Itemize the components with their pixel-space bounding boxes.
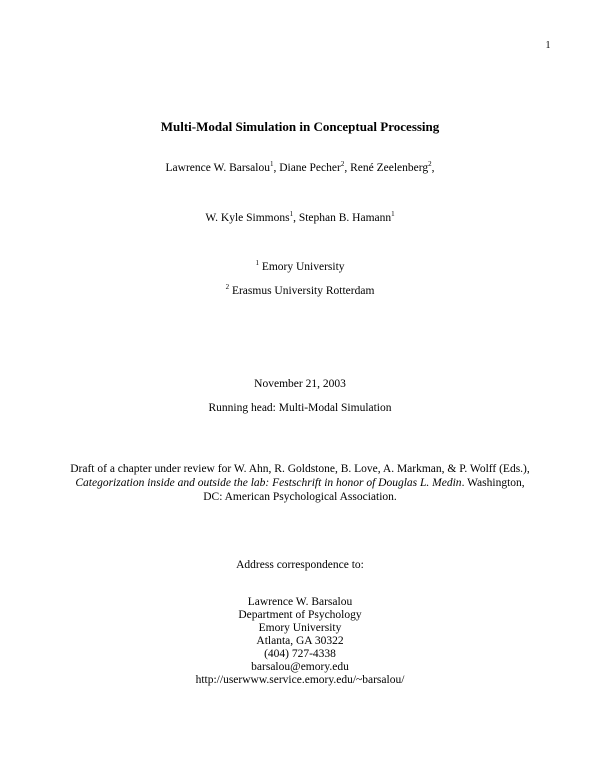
running-head: Running head: Multi-Modal Simulation	[208, 402, 392, 414]
website-link[interactable]: http://userwww.service.emory.edu/~barsalou/	[195, 674, 405, 686]
affiliation-mark: 2	[225, 283, 230, 292]
author-name: Diane Pecher	[279, 162, 341, 174]
book-title: Categorization inside and outside the lab: Festschrift in honor of Douglas L. Medin	[75, 477, 462, 489]
author-affiliation-mark: 2	[340, 160, 345, 169]
address-line: (404) 727-4338	[264, 648, 336, 660]
author-affiliation-mark: 1	[269, 160, 274, 169]
author-name: Stephan B. Hamann	[298, 212, 392, 224]
email-link[interactable]: barsalou@emory.edu	[251, 661, 349, 673]
address-line: Lawrence W. Barsalou	[247, 596, 353, 608]
authors-line-1	[0, 161, 600, 175]
author-affiliation-mark: 1	[391, 210, 395, 219]
date: November 21, 2003	[254, 378, 346, 390]
paper-title: Multi-Modal Simulation in Conceptual Processing	[160, 119, 440, 134]
author-name: W. Kyle Simmons	[205, 212, 290, 224]
draft-note	[40, 462, 560, 504]
authors-line-2	[0, 211, 600, 225]
affiliation-2	[0, 284, 600, 298]
draft-line-1: Draft of a chapter under review for W. Ahn, R. Goldstone, B. Love, A. Markman, & P. Wolff (Eds.),	[70, 463, 530, 475]
address-line: Atlanta, GA 30322	[256, 635, 344, 647]
author-name: Lawrence W. Barsalou	[165, 162, 270, 174]
author-name: René Zeelenberg	[350, 162, 429, 174]
author-affiliation-mark: 2	[428, 160, 432, 169]
address-line: Emory University	[258, 622, 342, 634]
affiliation-1	[0, 260, 600, 274]
affiliation-name: Erasmus University Rotterdam	[231, 285, 375, 297]
draft-line-3: DC: American Psychological Association.	[203, 491, 397, 503]
draft-line-2	[40, 476, 560, 490]
correspondence-label: Address correspondence to:	[236, 559, 364, 571]
author-separator: ,	[344, 162, 351, 174]
author-affiliation-mark: 1	[289, 210, 294, 219]
affiliation-name: Emory University	[261, 261, 345, 273]
address-block	[0, 596, 600, 687]
author-separator: ,	[293, 212, 299, 224]
address-line: Department of Psychology	[238, 609, 362, 621]
draft-line-2-rest: . Washington,	[461, 477, 525, 489]
page-number: 1	[545, 40, 551, 51]
affiliation-mark: 1	[255, 259, 259, 268]
author-separator: ,	[273, 162, 280, 174]
author-separator: ,	[431, 162, 435, 174]
